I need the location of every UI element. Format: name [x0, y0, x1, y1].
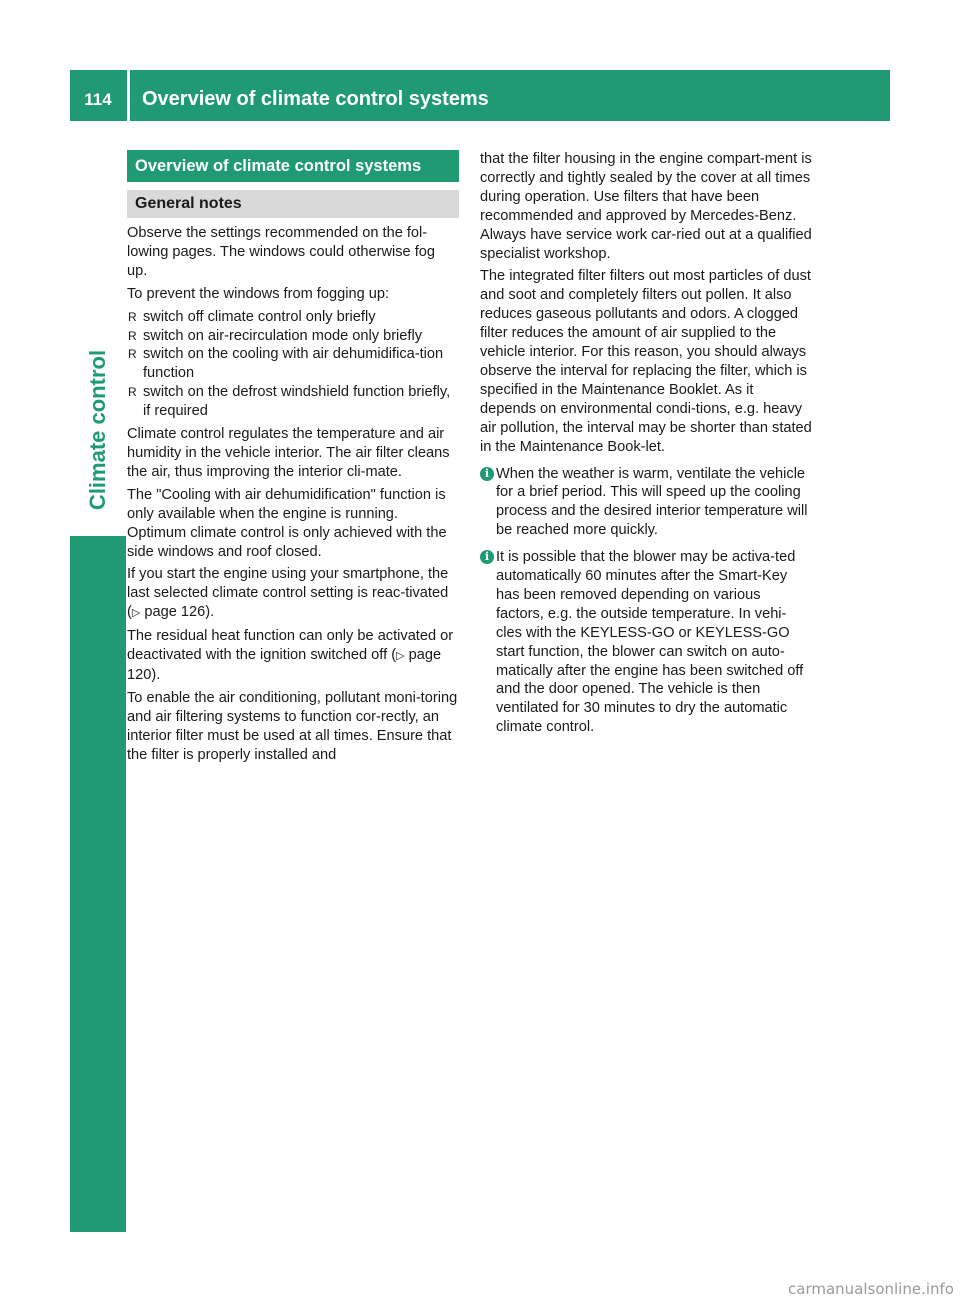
paragraph: To prevent the windows from fogging up: — [127, 285, 390, 302]
right-column — [480, 150, 812, 737]
paragraph-text-end: ). — [205, 604, 215, 621]
section-title: Overview of climate control systems — [127, 150, 459, 182]
side-tab-block — [70, 536, 126, 1232]
page-header — [70, 70, 890, 121]
info-note — [480, 465, 812, 541]
list-item — [127, 383, 459, 421]
page-reference-link[interactable]: page 120 — [127, 647, 442, 683]
paragraph-text: If you start the engine using your smartphone, the last selected climate control setting is reac-tivated ( — [127, 566, 449, 621]
page-ref-arrow-icon: ▷ — [131, 607, 141, 620]
info-icon: i — [480, 550, 494, 564]
watermark: carmanualsonline.info — [788, 1280, 954, 1298]
bullet-icon: R — [128, 328, 137, 343]
list-item-text: switch on the cooling with air dehumidifica-tion function — [143, 346, 444, 382]
info-note-text: When the weather is warm, ventilate the vehicle for a brief period. This will speed up the cooling process and the desired interior temperature will be reached more quickly. — [496, 465, 808, 539]
paragraph-text: The residual heat function can only be activated or deactivated with the ignition switched off ( — [127, 628, 454, 664]
list-item — [127, 345, 459, 383]
paragraph: To enable the air conditioning, pollutant moni-toring and air filtering systems to function cor-rectly, an interior filter must be used at all times. Ensure that the filter is properly installed and — [127, 689, 458, 763]
left-column — [127, 150, 459, 768]
paragraph: that the filter housing in the engine compart-ment is correctly and tightly sealed by the cover at all times during operation. Use filters that have been recommended and approved by Mercedes-Benz. Always have service work car-ried out at a qualified specialist workshop. — [480, 151, 812, 262]
page-number: 114 — [84, 89, 112, 109]
info-note — [480, 548, 812, 737]
bullet-icon: R — [128, 347, 137, 362]
bullet-list — [127, 308, 459, 421]
info-note-text: It is possible that the blower may be activa-ted automatically 60 minutes after the Smart-Key has been removed depending on various factors, e.g. the outside temperature. In vehi-cles with the KEYLESS-GO or KEYLESS-GO start function, the blower can switch on auto-matically after the engine has been switched off and the door opened. The vehicle is then ventilated for 30 minutes to dry the automatic climate control. — [496, 549, 804, 736]
paragraph — [127, 565, 459, 623]
side-tab-label: Climate control — [85, 349, 110, 511]
list-item — [127, 308, 459, 327]
header-divider — [127, 70, 130, 121]
bullet-icon: R — [128, 309, 137, 324]
list-item-text: switch off climate control only briefly — [143, 308, 376, 325]
subsection-title: General notes — [127, 190, 459, 218]
paragraph: The "Cooling with air dehumidification" function is only available when the engine is running. Optimum climate control is only achieved with the side windows and roof closed. — [127, 486, 447, 560]
paragraph: The integrated filter filters out most particles of dust and soot and completely filters out pollen. It also reduces gaseous pollutants and odors. A clogged filter reduces the amount of air supplied to the vehicle interior. For this reason, you should always observe the interval for replacing the filter, which is specified in the Maintenance Booklet. As it depends on environmental condi-tions, e.g. heavy air pollution, the interval may be shorter than stated in the Maintenance Book-let. — [480, 268, 812, 455]
bullet-icon: R — [128, 385, 137, 400]
paragraph — [127, 627, 459, 685]
paragraph-text-end: ). — [151, 666, 161, 683]
paragraph: Observe the settings recommended on the fol-lowing pages. The windows could otherwise fog up. — [127, 225, 436, 279]
page-reference-link[interactable]: page 126 — [144, 604, 206, 621]
header-title: Overview of climate control systems — [142, 88, 489, 110]
list-item-text: switch on air-recirculation mode only briefly — [143, 327, 423, 344]
list-item-text: switch on the defrost windshield function briefly, if required — [143, 384, 451, 420]
paragraph: Climate control regulates the temperature and air humidity in the vehicle interior. The air filter cleans the air, thus improving the interior cli-mate. — [127, 426, 450, 480]
page-ref-arrow-icon: ▷ — [396, 650, 405, 663]
info-icon: i — [480, 467, 494, 481]
list-item — [127, 327, 459, 346]
